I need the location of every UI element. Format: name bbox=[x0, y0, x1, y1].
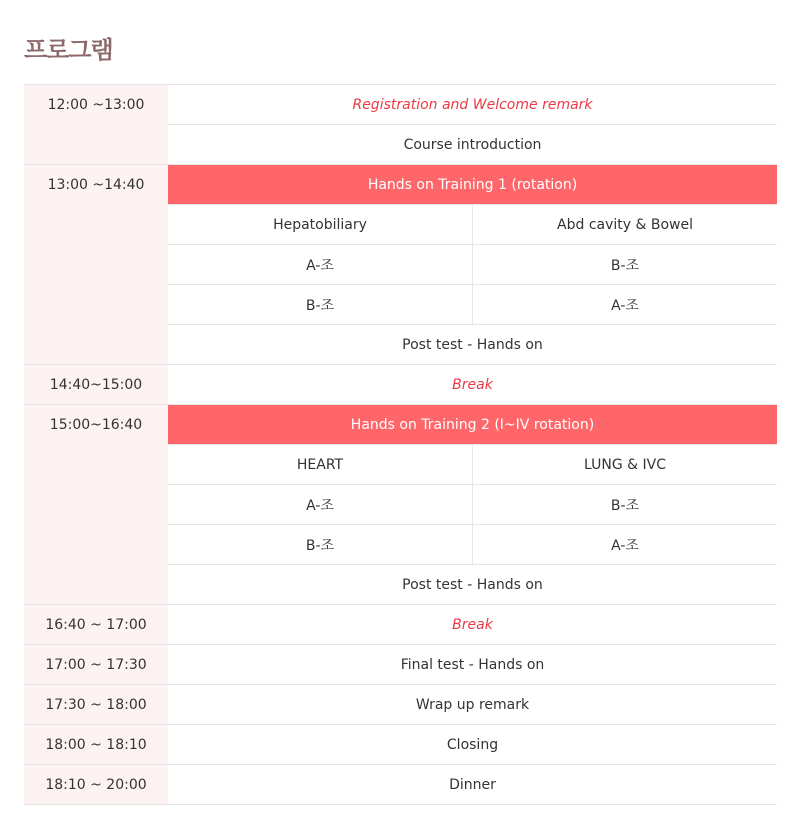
group-left: B-조 bbox=[168, 285, 473, 325]
time-cell: 15:00~16:40 bbox=[24, 405, 168, 445]
table-row bbox=[24, 405, 777, 445]
time-cell: 18:00 ~ 18:10 bbox=[24, 725, 168, 765]
table-row bbox=[24, 605, 777, 645]
time-cell-empty bbox=[24, 125, 168, 165]
table-row bbox=[24, 165, 777, 205]
session-cell: Dinner bbox=[168, 765, 777, 805]
time-cell: 12:00 ~13:00 bbox=[24, 85, 168, 125]
table-row bbox=[24, 525, 777, 565]
page-title: 프로그램 bbox=[24, 36, 113, 64]
table-row bbox=[24, 325, 777, 365]
training-header: Hands on Training 2 (I~IV rotation) bbox=[168, 405, 777, 445]
station-left: HEART bbox=[168, 445, 473, 485]
training-header: Hands on Training 1 (rotation) bbox=[168, 165, 777, 205]
session-cell: Registration and Welcome remark bbox=[168, 85, 777, 125]
table-row bbox=[24, 125, 777, 165]
station-right: Abd cavity & Bowel bbox=[473, 205, 778, 245]
time-cell-empty bbox=[24, 565, 168, 605]
session-cell: Course introduction bbox=[168, 125, 777, 165]
time-cell: 17:30 ~ 18:00 bbox=[24, 685, 168, 725]
break-cell: Break bbox=[168, 365, 777, 405]
group-left: B-조 bbox=[168, 525, 473, 565]
table-row bbox=[24, 85, 777, 125]
table-row bbox=[24, 765, 777, 805]
time-cell: 17:00 ~ 17:30 bbox=[24, 645, 168, 685]
time-cell-empty bbox=[24, 245, 168, 285]
time-cell: 16:40 ~ 17:00 bbox=[24, 605, 168, 645]
table-row bbox=[24, 205, 777, 245]
program-table bbox=[24, 84, 777, 805]
table-row bbox=[24, 685, 777, 725]
time-cell: 18:10 ~ 20:00 bbox=[24, 765, 168, 805]
table-row bbox=[24, 485, 777, 525]
time-cell-empty bbox=[24, 445, 168, 485]
group-right: B-조 bbox=[473, 245, 778, 285]
session-cell: Closing bbox=[168, 725, 777, 765]
time-cell: 14:40~15:00 bbox=[24, 365, 168, 405]
table-row bbox=[24, 725, 777, 765]
table-row bbox=[24, 645, 777, 685]
group-left: A-조 bbox=[168, 485, 473, 525]
station-right: LUNG & IVC bbox=[473, 445, 778, 485]
group-left: A-조 bbox=[168, 245, 473, 285]
table-row bbox=[24, 565, 777, 605]
break-cell: Break bbox=[168, 605, 777, 645]
table-row bbox=[24, 445, 777, 485]
group-right: A-조 bbox=[473, 525, 778, 565]
time-cell-empty bbox=[24, 325, 168, 365]
session-cell: Post test - Hands on bbox=[168, 565, 777, 605]
time-cell: 13:00 ~14:40 bbox=[24, 165, 168, 205]
group-right: B-조 bbox=[473, 485, 778, 525]
time-cell-empty bbox=[24, 285, 168, 325]
table-row bbox=[24, 365, 777, 405]
session-cell: Wrap up remark bbox=[168, 685, 777, 725]
table-row bbox=[24, 285, 777, 325]
session-cell: Post test - Hands on bbox=[168, 325, 777, 365]
time-cell-empty bbox=[24, 205, 168, 245]
table-row bbox=[24, 245, 777, 285]
session-cell: Final test - Hands on bbox=[168, 645, 777, 685]
group-right: A-조 bbox=[473, 285, 778, 325]
time-cell-empty bbox=[24, 485, 168, 525]
station-left: Hepatobiliary bbox=[168, 205, 473, 245]
time-cell-empty bbox=[24, 525, 168, 565]
